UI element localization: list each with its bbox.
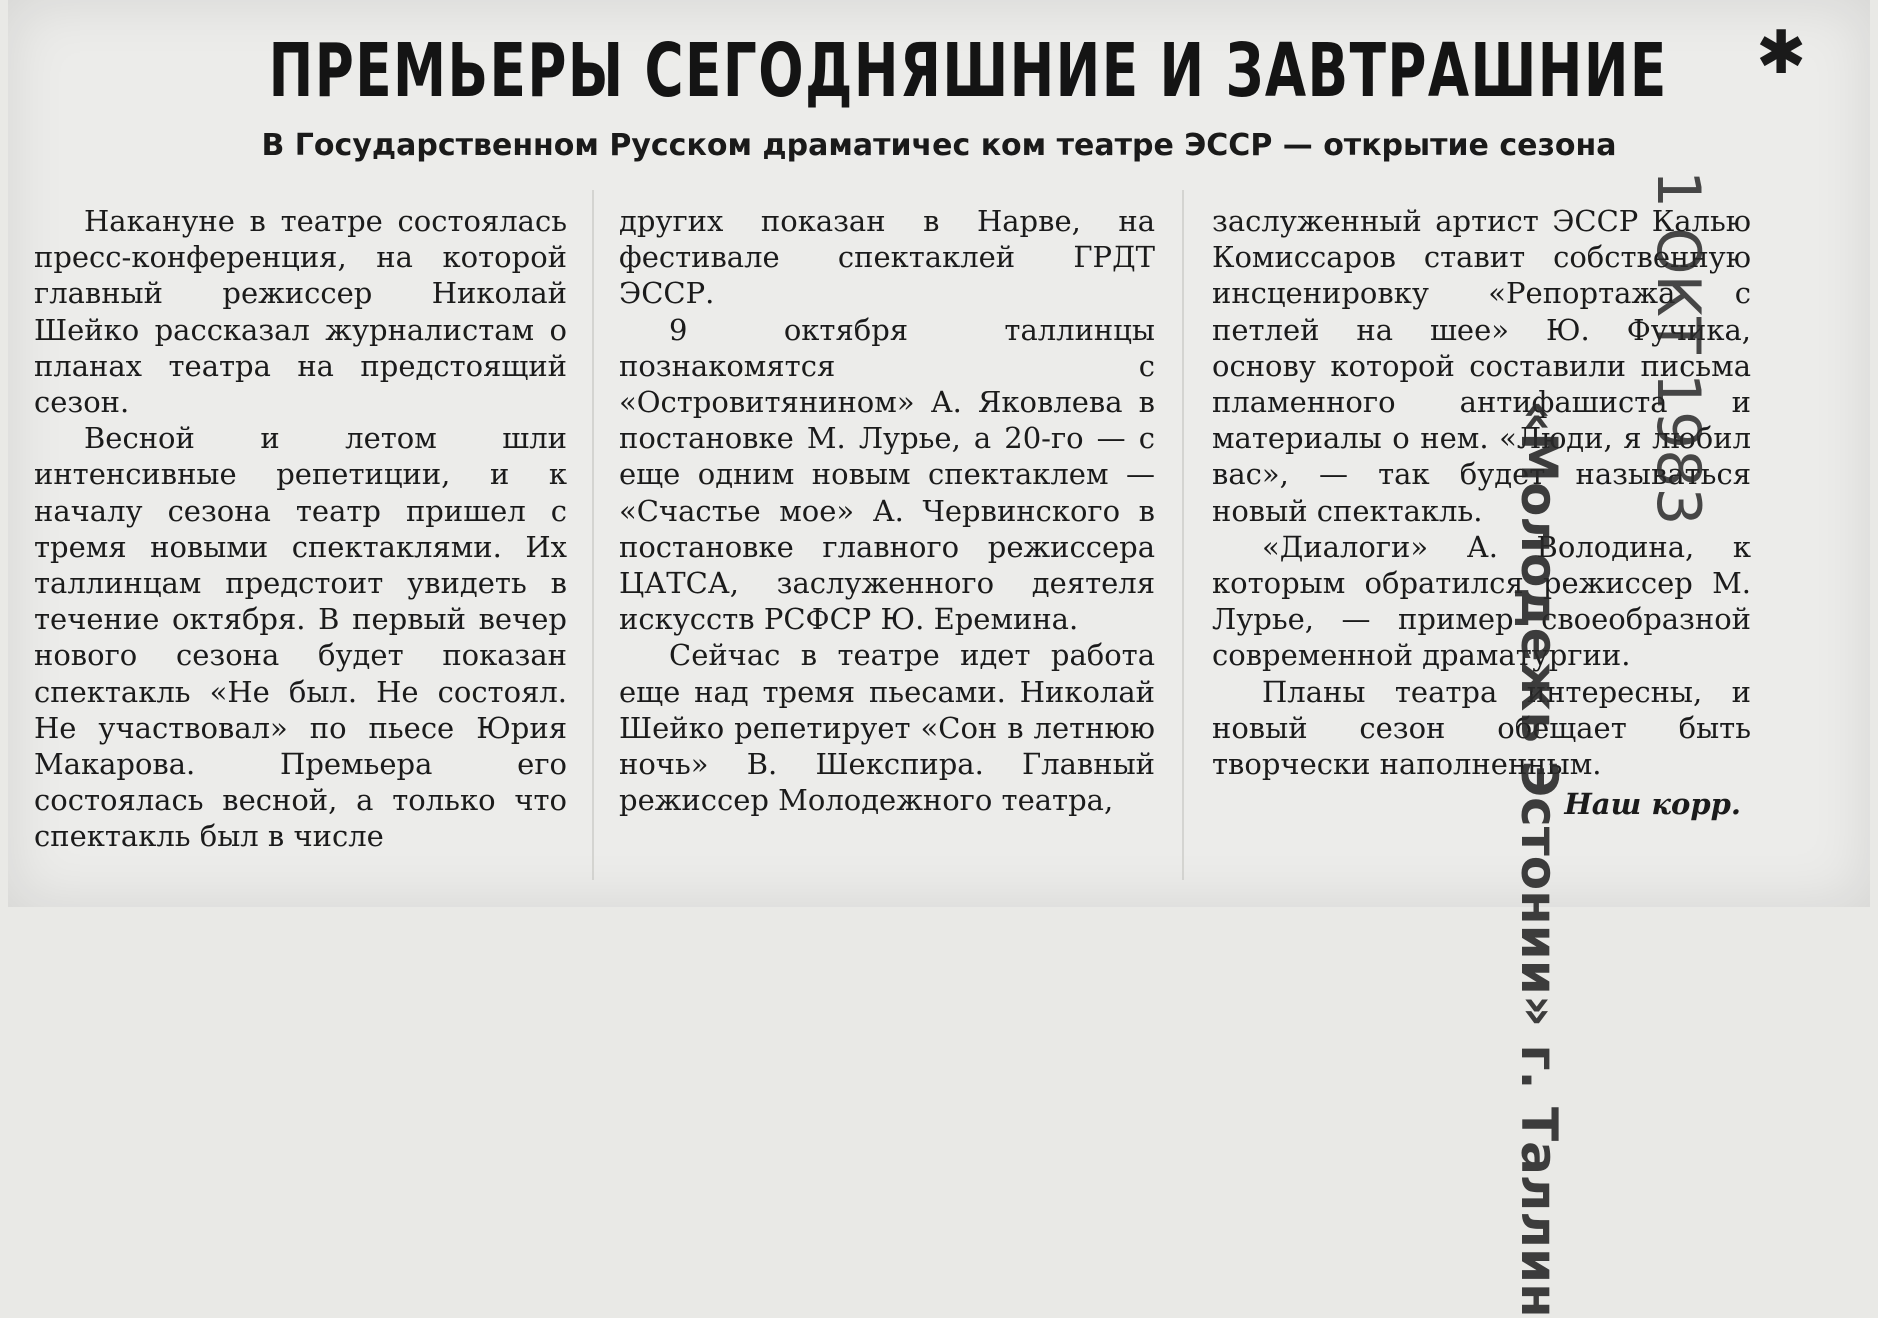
- paragraph: Планы театра интересны, и новый сезон обещает быть творчески наполненным.: [1212, 674, 1751, 782]
- date-stamp: 1 ОКТ 1983: [1643, 170, 1713, 526]
- paragraph: других показан в Нарве, на фестивале спектаклей ГРДТ ЭССР.: [619, 204, 1155, 311]
- newspaper-clipping: [8, 0, 1870, 1318]
- asterisk-mark: ✱: [1756, 18, 1807, 88]
- signature: Наш корр.: [1564, 787, 1741, 822]
- paragraph: Весной и летом шли интенсивные репетиции, и к началу сезона театр пришел с тремя новыми спектаклями. Их таллинцам предстоит увидеть в течение октября. В первый вечер нового сезона будет показан спектакль «Не был. Не состоял. Не участвовал» по пьесе Юрия Макарова. Премьера его состоялась весной, а только что спектакль был в числе: [34, 421, 567, 854]
- paragraph: «Диалоги» А. Володина, к которым обратился режиссер М. Лурье, — пример своеобразной современной драматургии.: [1212, 529, 1751, 673]
- paragraph: Сейчас в театре идет работа еще над тремя пьесами. Николай Шейко репетирует «Сон в летнюю ночь» В. Шекспира. Главный режиссер Молодежного театра,: [619, 638, 1155, 818]
- article-column-1: [34, 203, 567, 855]
- subheadline: В Государственном Русском драматичес ком театре ЭССР — открытие сезона: [261, 128, 1617, 163]
- headline: ПРЕМЬЕРЫ СЕГОДНЯШНИЕ И ЗАВТРАШНИЕ: [268, 28, 1668, 114]
- paragraph: Накануне в театре состоялась пресс-конференция, на которой главный режиссер Николай Шейко рассказал журналистам о планах театра на предстоящий сезон.: [34, 204, 567, 420]
- publication-stamp: «Молодежь Эстонии» г. Таллин: [1510, 400, 1568, 1318]
- paragraph: 9 октября таллинцы познакомятся с «Островитянином» А. Яковлева в постановке М. Лурье, а 20-го — с еще одним новым спектаклем — «Счастье мое» А. Червинского в постановке главного режиссера ЦАТСА, заслуженного деятеля искусств РСФСР Ю. Еремина.: [619, 312, 1155, 637]
- article-column-2: [619, 203, 1155, 818]
- paragraph: заслуженный артист ЭССР Калью Комиссаров ставит собственную инсценировку «Репортажа с петлей на шее» Ю. Фучика, основу которой составили письма пламенного антифашиста и материалы о нем. «Люди, я любил вас», — так будет называться новый спектакль.: [1212, 204, 1751, 528]
